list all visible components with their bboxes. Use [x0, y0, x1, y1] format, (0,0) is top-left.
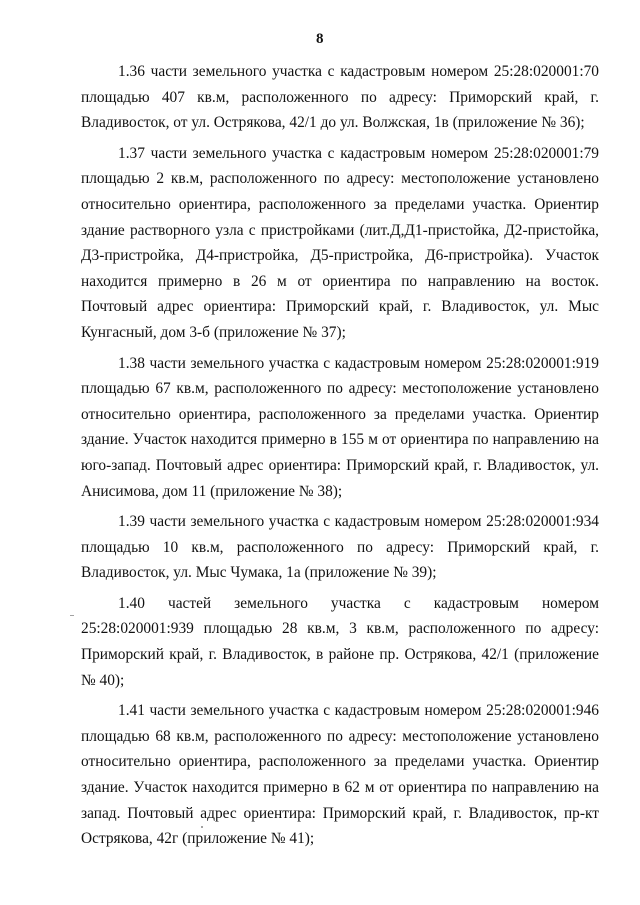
paragraph-1-37: 1.37 части земельного участка с кадастровым номером 25:28:020001:79 площадью 2 кв.м, расположенного по адресу: местоположение установлено относительно ориентира, расположенного за пределами участка. Ориентир здание растворного узла с пристройками (лит.Д,Д1-пристойка, Д2-пристойка, Д3-пристройка, Д4-пристройка, Д5-пристройка, Д6-пристройка). Участок находится примерно в 26 м от ориентира по направлению на восток. Почтовый адрес ориентира: Приморский край, г. Владивосток, ул. Мыс Кунгасный, дом 3-б (приложение № 37);: [81, 144, 599, 341]
document-body: [81, 59, 599, 857]
paragraph-1-41: 1.41 части земельного участка с кадастровым номером 25:28:020001:946 площадью 68 кв.м, расположенного по адресу: местоположение установлено относительно ориентира, расположенного за пределами участка. Ориентир здание. Участок находится примерно в 62 м от ориентира по направлению на запад. Почтовый адрес ориентира: Приморский край, г. Владивосток, пр-кт Острякова, 42г (приложение № 41);: [81, 702, 599, 848]
scan-artifact-left: [70, 615, 74, 616]
scan-artifact-bottom: [201, 826, 203, 828]
page-number: 8: [316, 31, 324, 47]
paragraph-1-38: 1.38 части земельного участка с кадастровым номером 25:28:020001:919 площадью 67 кв.м, расположенного по адресу: местоположение установлено относительно ориентира, расположенного за пределами участка. Ориентир здание. Участок находится примерно в 155 м от ориентира по направлению на юго-запад. Почтовый адрес ориентира: Приморский край, г. Владивосток, ул. Анисимова, дом 11 (приложение № 38);: [81, 354, 599, 500]
paragraph-1-36: 1.36 части земельного участка с кадастровым номером 25:28:020001:70 площадью 407 кв.м, расположенного по адресу: Приморский край, г. Владивосток, от ул. Острякова, 42/1 до ул. Волжская, 1в (приложение № 36);: [81, 63, 599, 132]
paragraph-1-39: 1.39 части земельного участка с кадастровым номером 25:28:020001:934 площадью 10 кв.м, расположенного по адресу: Приморский край, г. Владивосток, ул. Мыс Чумака, 1а (приложение № 39);: [81, 513, 599, 582]
paragraph-1-40: 1.40 частей земельного участка с кадастровым номером 25:28:020001:939 площадью 28 кв.м, 3 кв.м, расположенного по адресу: Приморский край, г. Владивосток, в районе пр. Острякова, 42/1 (приложение № 40);: [81, 594, 599, 689]
